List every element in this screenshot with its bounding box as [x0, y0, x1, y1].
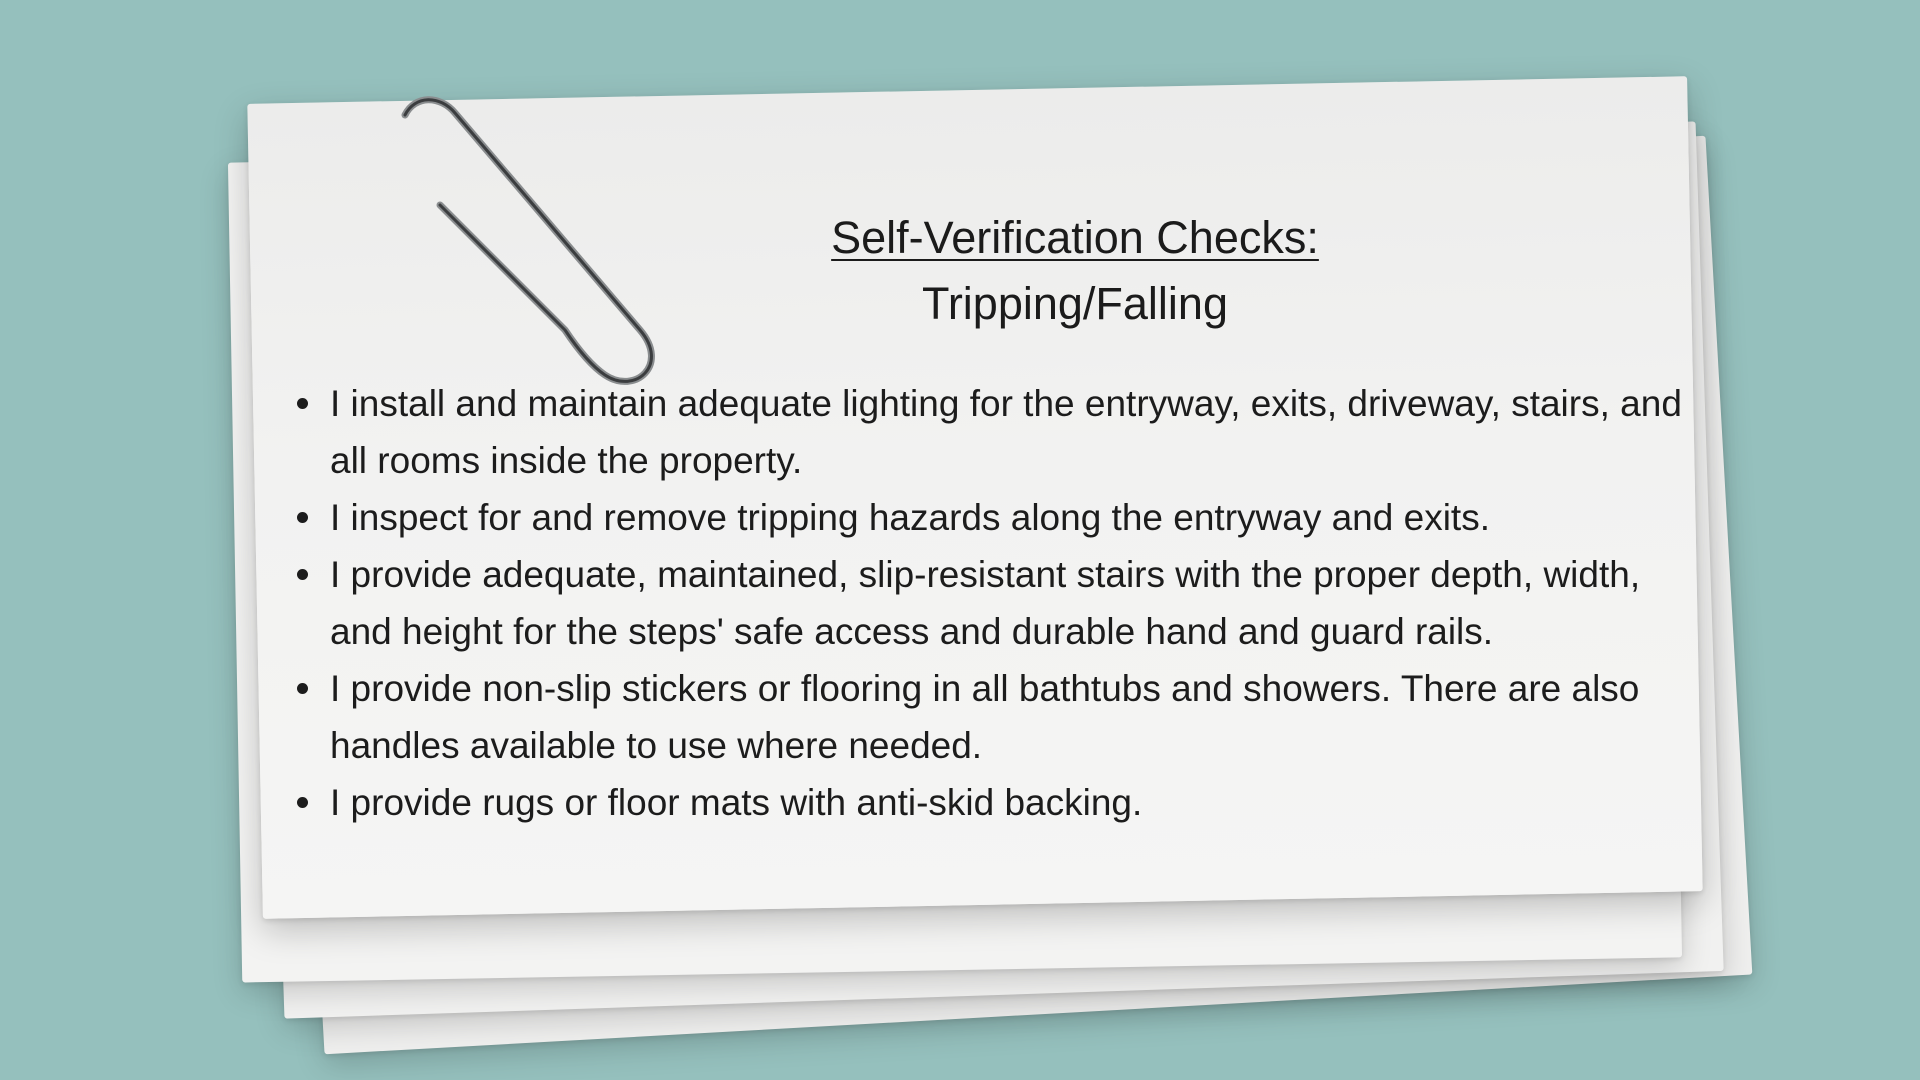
checklist: [290, 375, 1690, 831]
card-title: [710, 205, 1440, 337]
bullet-icon: [297, 683, 308, 694]
checklist-item-text: I install and maintain adequate lighting for the entryway, exits, driveway, stairs, and all rooms inside the property.: [330, 383, 1682, 481]
checklist-item: [290, 489, 1690, 546]
checklist-item-text: I provide rugs or floor mats with anti-skid backing.: [330, 782, 1143, 823]
checklist-item-text: I provide adequate, maintained, slip-resistant stairs with the proper depth, width, and height for the steps' safe access and durable hand and guard rails.: [330, 554, 1641, 652]
checklist-item: [290, 774, 1690, 831]
card-title-subheading: Tripping/Falling: [922, 278, 1228, 329]
checklist-item-text: I provide non-slip stickers or flooring in all bathtubs and showers. There are also handles available to use where needed.: [330, 668, 1640, 766]
bullet-icon: [297, 797, 308, 808]
checklist-item-text: I inspect for and remove tripping hazards along the entryway and exits.: [330, 497, 1490, 538]
bullet-icon: [297, 398, 308, 409]
paperclip-icon: [395, 95, 675, 395]
checklist-item: [290, 660, 1690, 774]
checklist-item: [290, 546, 1690, 660]
card-title-heading: Self-Verification Checks:: [831, 212, 1319, 263]
bullet-icon: [297, 512, 308, 523]
bullet-icon: [297, 569, 308, 580]
